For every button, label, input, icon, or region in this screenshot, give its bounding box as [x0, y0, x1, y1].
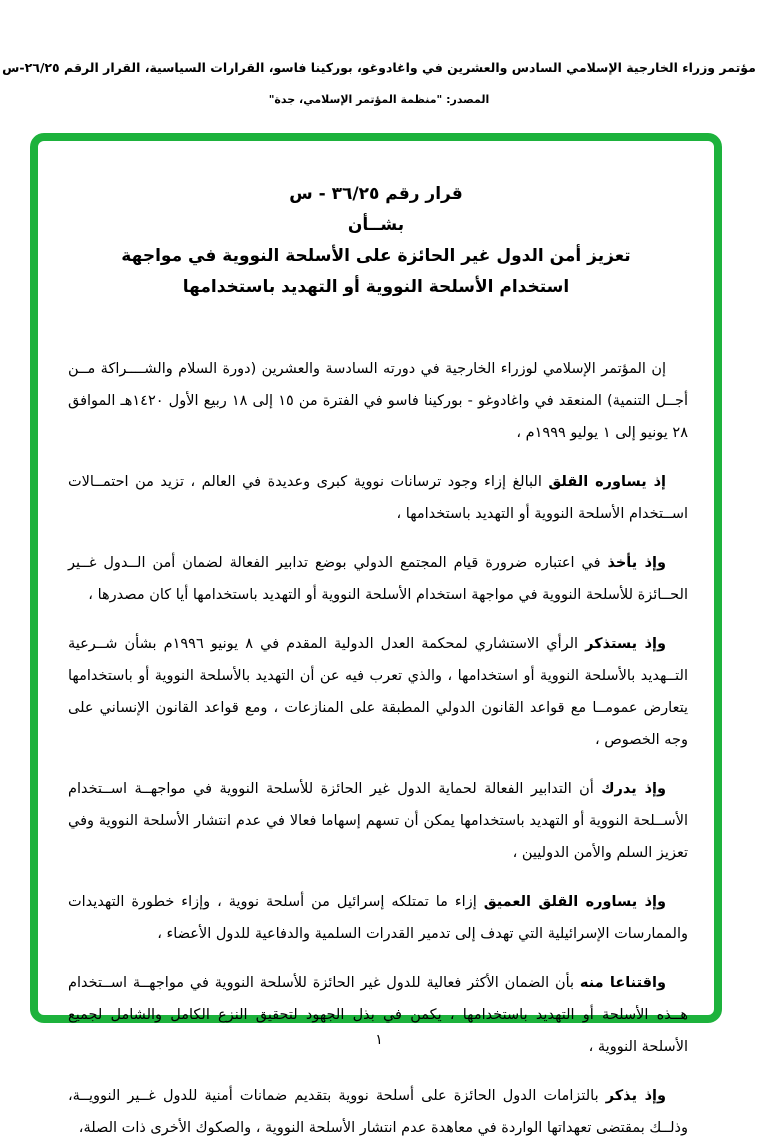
- paragraph: [68, 628, 688, 756]
- document-catalog-header: مؤتمر وزراء الخارجية الإسلامي السادس والعشرين في واغادوغو، بوركينا فاسو، القرارات السياسية، القرار الرقم ٢٦/٢٥-س: [2, 60, 756, 75]
- paragraph-lead: واقتناعا منه: [579, 975, 666, 991]
- resolution-number: قرار رقم ٣٦/٢٥ - س: [289, 184, 463, 204]
- paragraph-lead: وإذ يدرك: [601, 781, 667, 797]
- paragraph: [68, 773, 688, 869]
- green-border-box: [30, 133, 722, 1136]
- paragraph-text: في اعتباره ضرورة قيام المجتمع الدولي بوضع تدابير الفعالة لضمان أمن الــدول غــير الحــائزة للأسلحة النووية في مواجهة استخدام الأسلحة النووية أو التهديد باستخدامها أيا كان مصدرها ،: [68, 555, 688, 603]
- paragraph-text: أن التدابير الفعالة لحماية الدول غير الحائزة للأسلحة النووية في مواجهــة اســتخدام الأســلحة النووية أو التهديد باستخدامها يمكن أن تسهم إسهاما فعالا في عدم انتشار الأسلحة النووية وفي تعزيز السلم والأمن الدوليين ،: [68, 781, 688, 861]
- paragraph: [68, 353, 688, 449]
- paragraph-lead: وإذ يساوره القلق العميق: [483, 894, 666, 910]
- paragraph-text: الرأي الاستشاري لمحكمة العدل الدولية المقدم في ٨ يونيو ١٩٩٦م بشأن شــرعية التــهديد بالأسلحة النووية أو استخدامها ، والذي تعرب فيه عن أن التهديد بالأسلحة النووية أو باستخدامها يتعارض عمومــا مع قواعد القانون الدولي المطبقة على المنازعات ، ومع قواعد القانون الإنساني على وجه الخصوص ،: [68, 636, 688, 748]
- paragraph: [68, 547, 688, 611]
- page-number: ١: [375, 1032, 383, 1048]
- paragraph-text: إزاء ما تمتلكه إسرائيل من أسلحة نووية ، وإزاء خطورة التهديدات والممارسات الإسرائيلية التي تهدف إلى تدمير القدرات السلمية والدفاعية للدول الأعضاء ،: [68, 894, 688, 942]
- paragraph-lead: وإذ يستذكر: [585, 636, 667, 652]
- subject-line-1: تعزيز أمن الدول غير الحائزة على الأسلحة النووية في مواجهة: [121, 246, 631, 266]
- paragraph: [68, 886, 688, 950]
- paragraph-text: بأن الضمان الأكثر فعالية للدول غير الحائزة للأسلحة النووية في مواجهــة اســتخدام هــذه الأسلحة أو التهديد باستخدامها ، يكمن في بذل الجهود لتحقيق النزع الكامل والشامل لجميع الأسلحة النووية ،: [68, 975, 688, 1055]
- source-line: المصدر: "منظمة المؤتمر الإسلامي، جدة": [268, 93, 490, 106]
- subject-line-2: استخدام الأسلحة النووية أو التهديد باستخدامها: [182, 277, 570, 297]
- paragraph-text: إن المؤتمر الإسلامي لوزراء الخارجية في دورته السادسة والعشرين (دورة السلام والشــــراكة مــن أجــل التنمية) المنعقد في واغادوغو - بوركينا فاسو في الفترة من ١٥ إلى ١٨ ربيع الأول ١٤٢٠هـ الموافق ٢٨ يونيو إلى ١ يوليو ١٩٩٩م ،: [68, 361, 688, 441]
- paragraph: [68, 1080, 688, 1144]
- paragraph: [68, 967, 688, 1063]
- paragraph-lead: وإذ يأخذ: [607, 555, 666, 571]
- paragraph-text: البالغ إزاء وجود ترسانات نووية كبرى وعديدة في العالم ، تزيد من احتمــالات اســتخدام الأسلحة النووية أو التهديد باستخدامها ،: [68, 474, 688, 522]
- paragraph-lead: إذ يساوره القلق: [548, 474, 666, 490]
- paragraph-text: بالتزامات الدول الحائزة على أسلحة نووية بتقديم ضمانات أمنية للدول غــير النوويــة، وذلــك بمقتضى تعهداتها الواردة في معاهدة عدم انتشار الأسلحة النووية ، والصكوك الأخرى ذات الصلة،: [68, 1088, 688, 1136]
- title-block: [38, 179, 714, 303]
- regarding-label: بشــأن: [347, 215, 405, 235]
- document-body: [68, 353, 688, 1144]
- paragraph: [68, 466, 688, 530]
- paragraph-lead: وإذ يذكر: [605, 1088, 666, 1104]
